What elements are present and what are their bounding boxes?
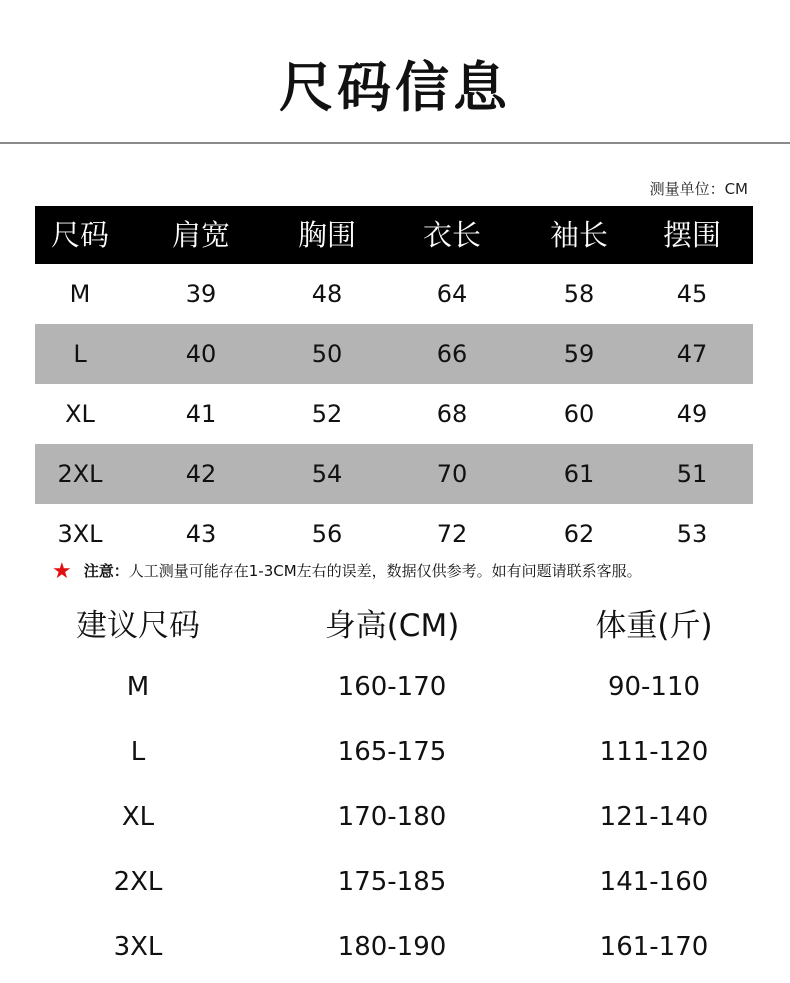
sleeve-cell: 58 bbox=[563, 280, 595, 308]
size-chart-header-row bbox=[35, 206, 753, 264]
weight-cell: 111-120 bbox=[599, 736, 709, 767]
table-row bbox=[40, 849, 760, 914]
size-recommendation-table bbox=[40, 598, 760, 979]
size-cell: 3XL bbox=[57, 520, 103, 548]
chest-cell: 56 bbox=[311, 520, 343, 548]
recommended-size-cell: M bbox=[126, 671, 150, 702]
chest-cell: 50 bbox=[311, 340, 343, 368]
length-cell: 72 bbox=[436, 520, 468, 548]
header-weight: 体重(斤) bbox=[595, 607, 713, 644]
size-cell: M bbox=[69, 280, 91, 308]
header-recommended-size: 建议尺码 bbox=[76, 607, 200, 644]
measurement-unit-note: 测量单位：CM bbox=[649, 180, 748, 198]
hem-cell: 51 bbox=[676, 460, 708, 488]
table-row bbox=[40, 654, 760, 719]
size-cell: XL bbox=[65, 400, 95, 428]
recommended-size-cell: 3XL bbox=[113, 931, 163, 962]
header-size: 尺码 bbox=[50, 217, 109, 252]
weight-cell: 90-110 bbox=[607, 671, 701, 702]
sleeve-cell: 59 bbox=[563, 340, 595, 368]
hem-cell: 47 bbox=[676, 340, 708, 368]
sleeve-cell: 61 bbox=[563, 460, 595, 488]
notice-label: 注意： bbox=[83, 562, 129, 580]
title-divider bbox=[0, 142, 790, 144]
weight-cell: 121-140 bbox=[599, 801, 709, 832]
sleeve-cell: 62 bbox=[563, 520, 595, 548]
weight-cell: 141-160 bbox=[599, 866, 709, 897]
size-cell: 2XL bbox=[57, 460, 103, 488]
header-chest: 胸围 bbox=[297, 217, 356, 252]
shoulder-cell: 43 bbox=[185, 520, 217, 548]
table-row bbox=[35, 504, 753, 564]
notice-text: 人工测量可能存在1-3CM左右的误差，数据仅供参考。如有问题请联系客服。 bbox=[128, 562, 642, 580]
table-row bbox=[35, 444, 753, 504]
table-row bbox=[40, 914, 760, 979]
shoulder-cell: 39 bbox=[185, 280, 217, 308]
size-chart-table bbox=[35, 206, 753, 564]
length-cell: 68 bbox=[436, 400, 468, 428]
hem-cell: 49 bbox=[676, 400, 708, 428]
table-row bbox=[35, 324, 753, 384]
length-cell: 64 bbox=[436, 280, 468, 308]
length-cell: 70 bbox=[436, 460, 468, 488]
table-row bbox=[40, 719, 760, 784]
header-hem: 摆围 bbox=[662, 217, 721, 252]
header-height: 身高(CM) bbox=[324, 607, 460, 644]
sleeve-cell: 60 bbox=[563, 400, 595, 428]
recommended-size-cell: XL bbox=[121, 801, 155, 832]
height-cell: 160-170 bbox=[337, 671, 447, 702]
header-sleeve: 袖长 bbox=[549, 217, 608, 252]
recommended-size-cell: 2XL bbox=[113, 866, 163, 897]
size-cell: L bbox=[73, 340, 87, 368]
height-cell: 175-185 bbox=[337, 866, 447, 897]
length-cell: 66 bbox=[436, 340, 468, 368]
height-cell: 165-175 bbox=[337, 736, 447, 767]
shoulder-cell: 40 bbox=[185, 340, 217, 368]
table-row bbox=[35, 264, 753, 324]
hem-cell: 45 bbox=[676, 280, 708, 308]
height-cell: 170-180 bbox=[337, 801, 447, 832]
table-row bbox=[35, 384, 753, 444]
recommended-size-cell: L bbox=[130, 736, 146, 767]
header-shoulder: 肩宽 bbox=[171, 217, 230, 252]
header-length: 衣长 bbox=[422, 217, 481, 252]
page-title: 尺码信息 bbox=[279, 56, 511, 119]
chest-cell: 52 bbox=[311, 400, 343, 428]
shoulder-cell: 41 bbox=[185, 400, 217, 428]
chest-cell: 48 bbox=[311, 280, 343, 308]
measurement-notice bbox=[52, 558, 772, 585]
hem-cell: 53 bbox=[676, 520, 708, 548]
recommendation-header-row bbox=[40, 598, 760, 654]
table-row bbox=[40, 784, 760, 849]
weight-cell: 161-170 bbox=[599, 931, 709, 962]
chest-cell: 54 bbox=[311, 460, 343, 488]
height-cell: 180-190 bbox=[337, 931, 447, 962]
shoulder-cell: 42 bbox=[185, 460, 217, 488]
star-icon: ★ bbox=[52, 559, 72, 584]
